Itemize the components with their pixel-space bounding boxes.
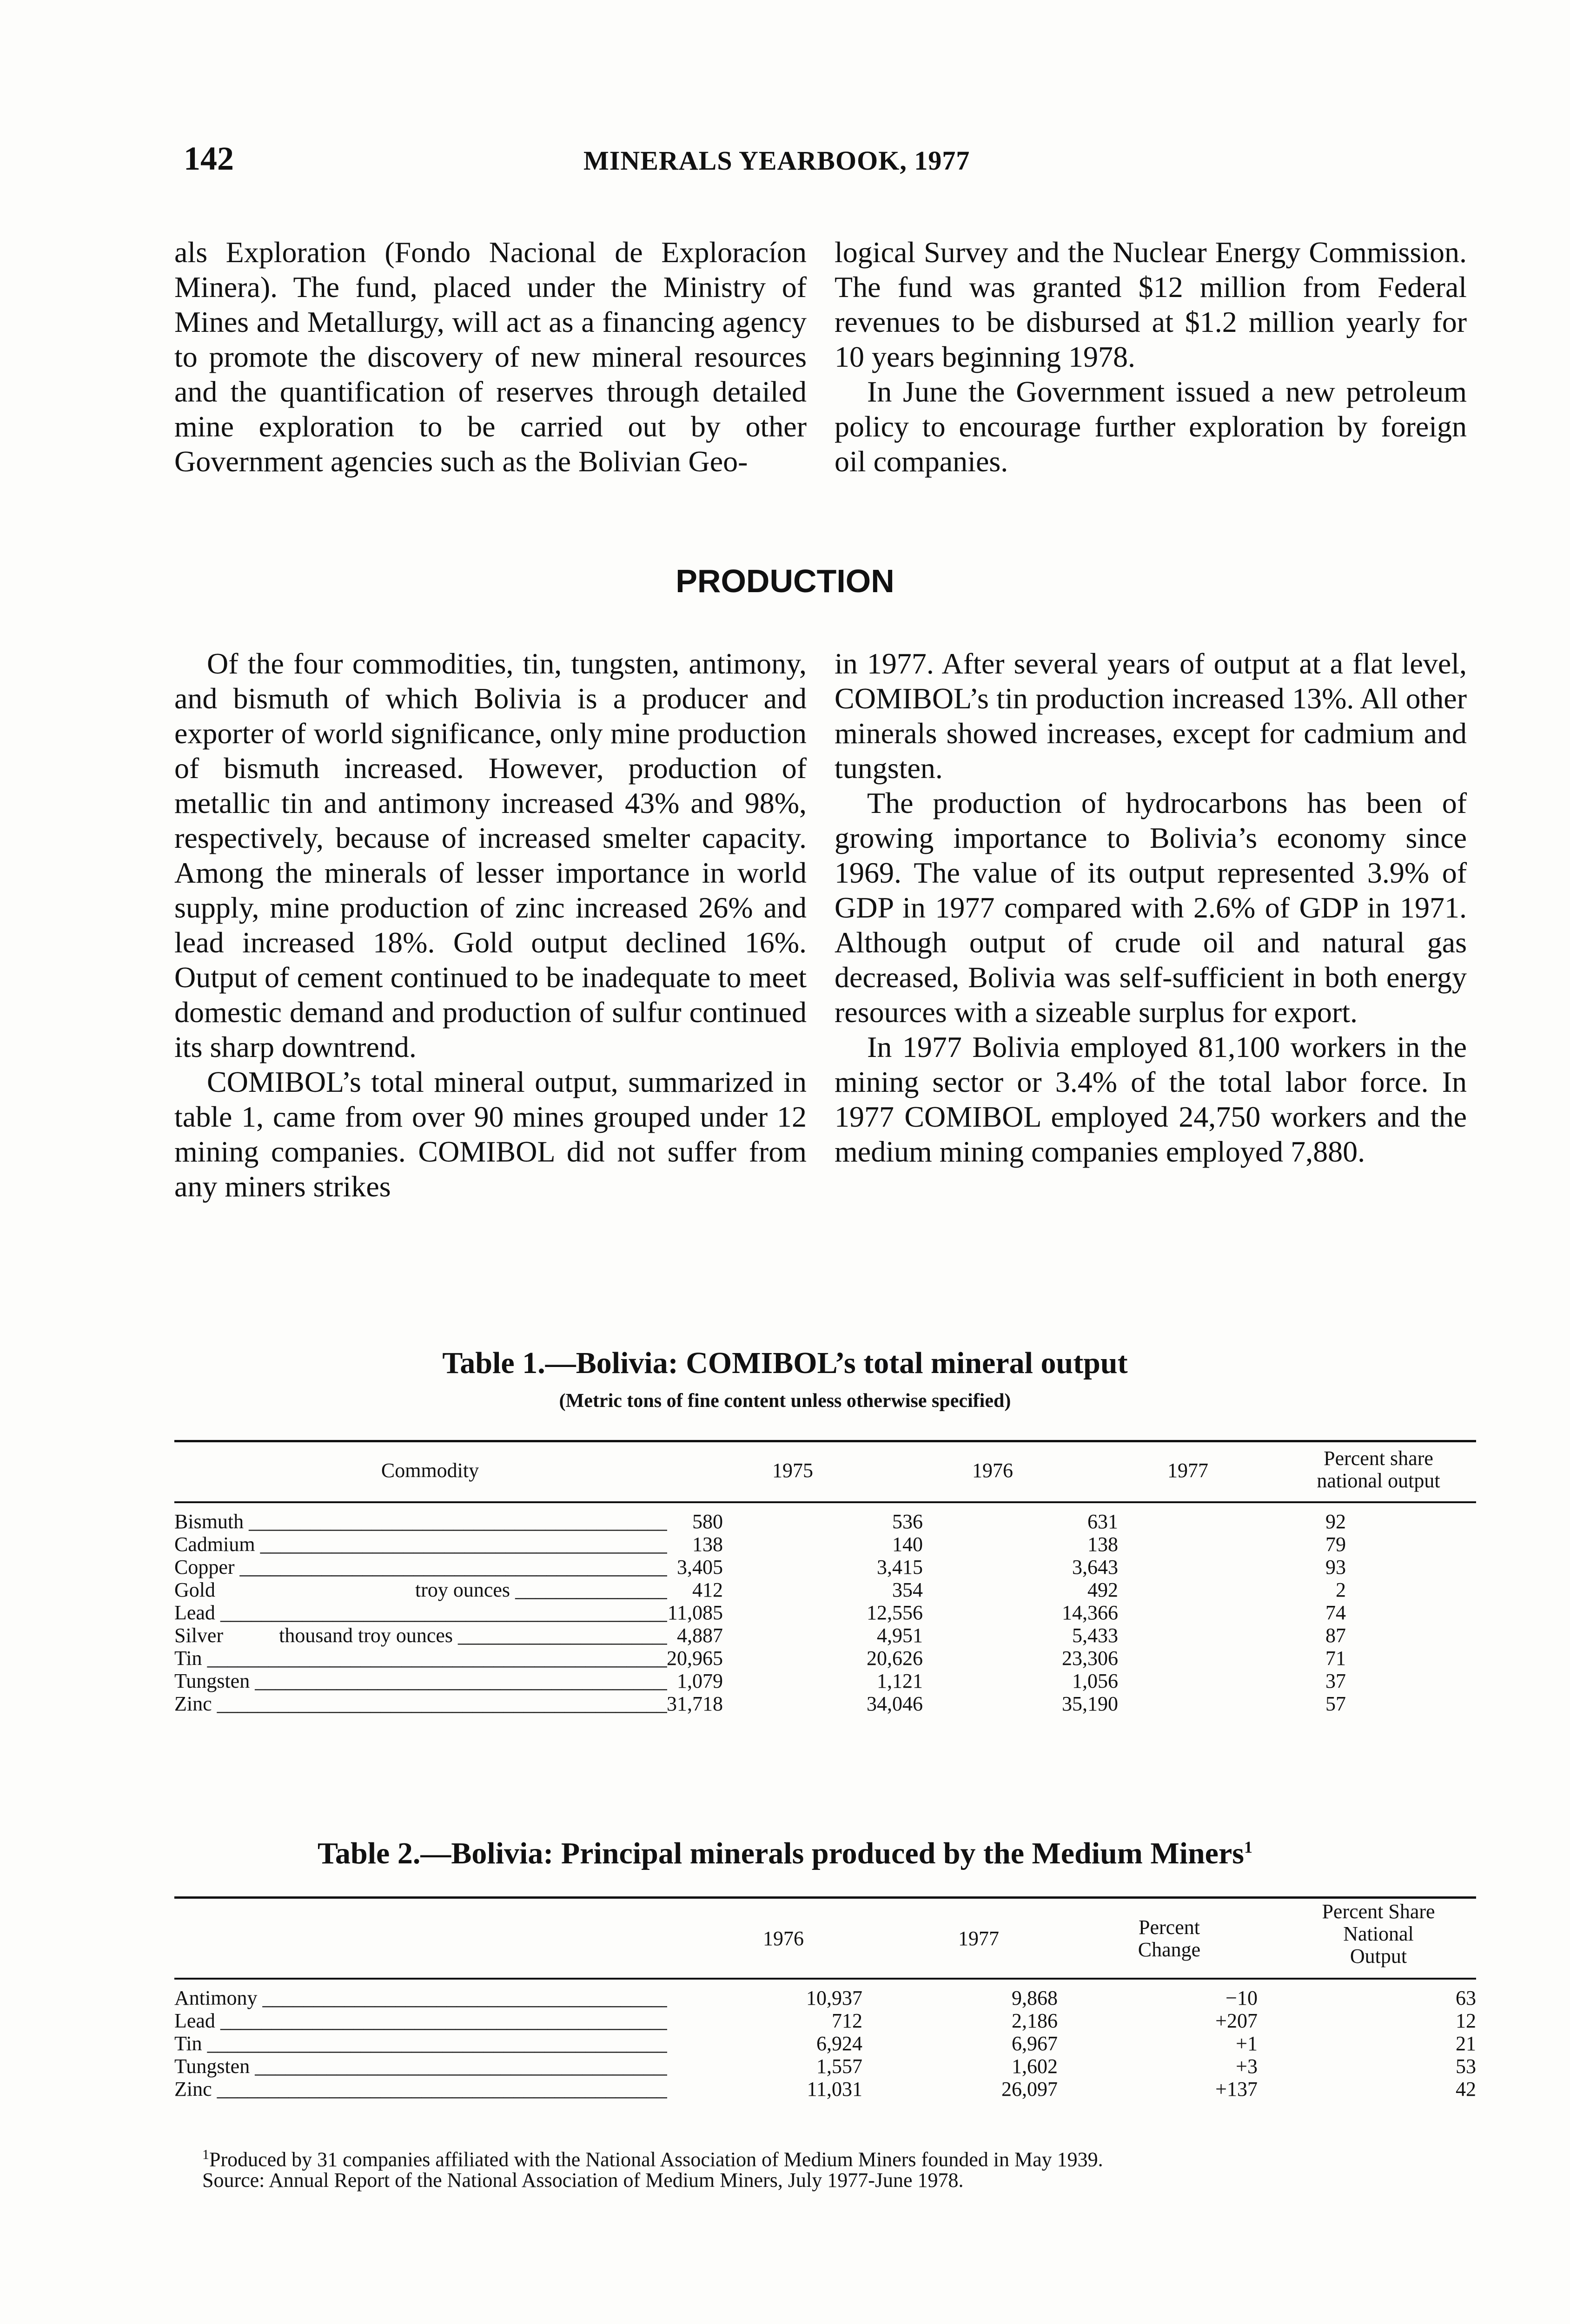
cell-y1976: 12,556 [867, 1601, 923, 1624]
table1-title: Table 1.—Bolivia: COMIBOL’s total mineral output [442, 1346, 1128, 1380]
source-note: Source: Annual Report of the National Association of Medium Miners, July 1977-June 1978. [202, 2169, 964, 2192]
cell-share: 12 [1456, 2009, 1476, 2032]
cell-y1977: 35,190 [1062, 1692, 1118, 1715]
paragraph: The production of hydrocarbons has been of growing importance to Bolivia’s economy since 1969. The value of its output represented 3.9% of GDP in 1977 compared with 2.6% of GDP in 1971. Although output of crude oil and natural gas decreased, Bolivia was self-sufficient in both energy resources with a sizeable surplus for export. [835, 786, 1467, 1029]
mineral-name: Tin [174, 2033, 202, 2055]
cell-y1976: 34,046 [867, 1692, 923, 1715]
cell-y1977: 3,643 [1072, 1556, 1118, 1578]
paragraph: Of the four commodities, tin, tungsten, antimony, and bismuth of which Bolivia is a producer and exporter of world significance, only mine production of bismuth increased. However, production of metallic tin and antimony increased 43% and 98%, respectively, because of increased smelter capacity. Among the minerals of lesser importance in world supply, mine production of zinc increased 26% and lead increased 18%. Gold output declined 16%. Output of cement continued to be inadequate to meet domestic demand and production of sulfur continued its sharp downtrend. [174, 647, 807, 1063]
commodity-name: Tin [174, 1647, 202, 1670]
cell-change: +3 [1236, 2055, 1258, 2078]
production-right-column [835, 646, 1467, 1169]
mineral-name: Lead [174, 2010, 215, 2032]
footnote-ref: 1 [1244, 1838, 1252, 1856]
table-row [174, 1533, 1476, 1556]
cell-share: 79 [1325, 1533, 1346, 1556]
paragraph: COMIBOL’s total mineral output, summarized in table 1, came from over 90 mines grouped under 12 mining companies. COMIBOL did not suffer from any miners strikes [174, 1065, 807, 1203]
cell-y1977: 23,306 [1062, 1647, 1118, 1670]
cell-y1977: 631 [1087, 1510, 1118, 1533]
cell-change: +207 [1215, 2009, 1258, 2032]
header-line: Percent share [1324, 1447, 1433, 1470]
cell-y1975: 3,405 [677, 1556, 723, 1578]
cell-change: +1 [1236, 2032, 1258, 2055]
cell-share: 53 [1456, 2055, 1476, 2078]
cell-y1977: 26,097 [1001, 2078, 1058, 2100]
commodity-name: Zinc [174, 1693, 212, 1715]
paragraph: in 1977. After several years of output at a flat level, COMIBOL’s tin production increased 13%. All other minerals showed increases, except for cadmium and tungsten. [835, 647, 1467, 785]
cell-share: 74 [1325, 1601, 1346, 1624]
row-label [174, 1670, 667, 1692]
cell-y1976: 140 [892, 1533, 923, 1556]
cell-y1976: 11,031 [807, 2078, 862, 2100]
cell-y1975: 4,887 [677, 1624, 723, 1647]
cell-y1977: 6,967 [1012, 2032, 1058, 2055]
cell-y1977: 492 [1087, 1578, 1118, 1601]
row-label [174, 1511, 667, 1533]
top-left-column [174, 235, 807, 479]
table-row [174, 1556, 1476, 1578]
header-line: national output [1317, 1469, 1440, 1492]
cell-share: 63 [1456, 1987, 1476, 2009]
table-row [174, 1693, 1476, 1715]
commodity-name: Tungsten [174, 1670, 250, 1692]
cell-y1976: 6,924 [816, 2032, 862, 2055]
table-row [174, 2078, 1476, 2100]
section-heading: PRODUCTION [676, 563, 894, 599]
unit-label: thousand troy ounces [279, 1624, 453, 1647]
col-header-share [1281, 1447, 1476, 1492]
cell-y1977: 2,186 [1012, 2009, 1058, 2032]
table-row [174, 2010, 1476, 2032]
cell-y1975: 1,079 [677, 1670, 723, 1692]
cell-y1977: 1,602 [1012, 2055, 1058, 2078]
cell-share: 2 [1336, 1578, 1346, 1601]
cell-share: 87 [1325, 1624, 1346, 1647]
paragraph: In 1977 Bolivia employed 81,100 workers in the mining sector or 3.4% of the total labor force. In 1977 COMIBOL employed 24,750 workers and the medium mining companies employed 7,880. [835, 1030, 1467, 1168]
cell-y1975: 20,965 [667, 1647, 723, 1670]
cell-share: 21 [1456, 2032, 1476, 2055]
header-line: Change [1138, 1938, 1201, 1961]
cell-y1976: 20,626 [867, 1647, 923, 1670]
cell-y1975: 11,085 [667, 1601, 723, 1624]
commodity-name: Silver [174, 1624, 224, 1647]
commodity-name: Gold [174, 1579, 215, 1601]
col-header-1976: 1976 [763, 1927, 804, 1950]
commodity-name: Cadmium [174, 1533, 255, 1556]
cell-change: −10 [1226, 1987, 1258, 2009]
commodity-name: Lead [174, 1602, 215, 1624]
cell-share: 57 [1325, 1692, 1346, 1715]
page-number: 142 [184, 140, 234, 177]
cell-change: +137 [1215, 2078, 1258, 2100]
table-row [174, 1647, 1476, 1670]
cell-y1977: 1,056 [1072, 1670, 1118, 1692]
table1-top-rule [174, 1440, 1476, 1442]
footnote-text: Produced by 31 companies affiliated with the National Association of Medium Miners founded in May 1939. [209, 2148, 1103, 2171]
row-label [174, 1624, 667, 1647]
cell-y1975: 412 [692, 1578, 723, 1601]
table2-title-text: Table 2.—Bolivia: Principal minerals produced by the Medium Miners [318, 1836, 1244, 1870]
col-header-1977: 1977 [958, 1927, 999, 1950]
cell-share: 93 [1325, 1556, 1346, 1578]
col-header-commodity: Commodity [381, 1459, 479, 1482]
cell-y1976: 1,557 [816, 2055, 862, 2078]
running-head: MINERALS YEARBOOK, 1977 [583, 145, 970, 176]
header-line: Percent Share [1322, 1900, 1435, 1923]
mineral-name: Zinc [174, 2078, 212, 2100]
cell-y1976: 3,415 [877, 1556, 923, 1578]
cell-y1976: 1,121 [877, 1670, 923, 1692]
row-label [174, 1533, 667, 1556]
table-row [174, 1579, 1476, 1601]
cell-y1975: 580 [692, 1510, 723, 1533]
table-row [174, 1511, 1476, 1533]
mineral-name: Tungsten [174, 2055, 250, 2078]
table-row [174, 2033, 1476, 2055]
row-label [174, 2033, 667, 2055]
cell-y1976: 354 [892, 1578, 923, 1601]
cell-y1977: 9,868 [1012, 1987, 1058, 2009]
header-line: National [1343, 1922, 1414, 1945]
cell-share: 42 [1456, 2078, 1476, 2100]
production-left-column [174, 646, 807, 1204]
col-header-change [1109, 1916, 1230, 1961]
cell-share: 92 [1325, 1510, 1346, 1533]
row-label [174, 1602, 667, 1624]
cell-share: 37 [1325, 1670, 1346, 1692]
cell-y1977: 5,433 [1072, 1624, 1118, 1647]
commodity-name: Bismuth [174, 1511, 244, 1533]
col-header-share [1281, 1901, 1476, 1967]
table-row [174, 1987, 1476, 2009]
unit-label: troy ounces [415, 1579, 510, 1601]
cell-y1977: 138 [1087, 1533, 1118, 1556]
col-header-1975: 1975 [772, 1459, 813, 1482]
row-label [174, 1693, 667, 1715]
cell-y1977: 14,366 [1062, 1601, 1118, 1624]
table-row [174, 2055, 1476, 2078]
table-row [174, 1624, 1476, 1647]
footnote [202, 2143, 1103, 2172]
cell-y1975: 138 [692, 1533, 723, 1556]
table2-header-rule [174, 1978, 1476, 1980]
paragraph: In June the Government issued a new petroleum policy to encourage further exploration by foreign oil companies. [835, 375, 1467, 478]
table-row [174, 1670, 1476, 1692]
row-label [174, 2078, 667, 2100]
row-label [174, 2055, 667, 2078]
paragraph: logical Survey and the Nuclear Energy Commission. The fund was granted $12 million from Federal revenues to be disbursed at $1.2 million yearly for 10 years beginning 1978. [835, 236, 1467, 373]
cell-y1976: 536 [892, 1510, 923, 1533]
row-label [174, 1987, 667, 2009]
table2-top-rule [174, 1896, 1476, 1899]
row-label [174, 1556, 667, 1578]
commodity-name: Copper [174, 1556, 235, 1578]
cell-y1976: 712 [832, 2009, 862, 2032]
col-header-1977: 1977 [1167, 1459, 1208, 1482]
row-label [174, 2010, 667, 2032]
header-line: Percent [1139, 1916, 1200, 1939]
row-label [174, 1647, 667, 1670]
table-row [174, 1602, 1476, 1624]
footnote-mark: 1 [202, 2147, 209, 2162]
col-header-1976: 1976 [972, 1459, 1013, 1482]
paragraph: als Exploration (Fondo Nacional de Exploracíon Minera). The fund, placed under the Ministry of Mines and Metallurgy, will act as a financing agency to promote the discovery of new mineral resources and the quantification of reserves through detailed mine exploration to be carried out by other Government agencies such as the Bolivian Geo- [174, 236, 807, 478]
cell-y1976: 10,937 [806, 1987, 862, 2009]
cell-y1976: 4,951 [877, 1624, 923, 1647]
header-line: Output [1350, 1945, 1407, 1967]
table2-title [0, 1836, 1570, 1871]
cell-share: 71 [1325, 1647, 1346, 1670]
cell-y1975: 31,718 [667, 1692, 723, 1715]
table1-header-rule [174, 1501, 1476, 1503]
row-label [174, 1579, 667, 1601]
mineral-name: Antimony [174, 1987, 258, 2009]
table1-subtitle: (Metric tons of fine content unless otherwise specified) [559, 1390, 1011, 1412]
top-right-column [835, 235, 1467, 479]
